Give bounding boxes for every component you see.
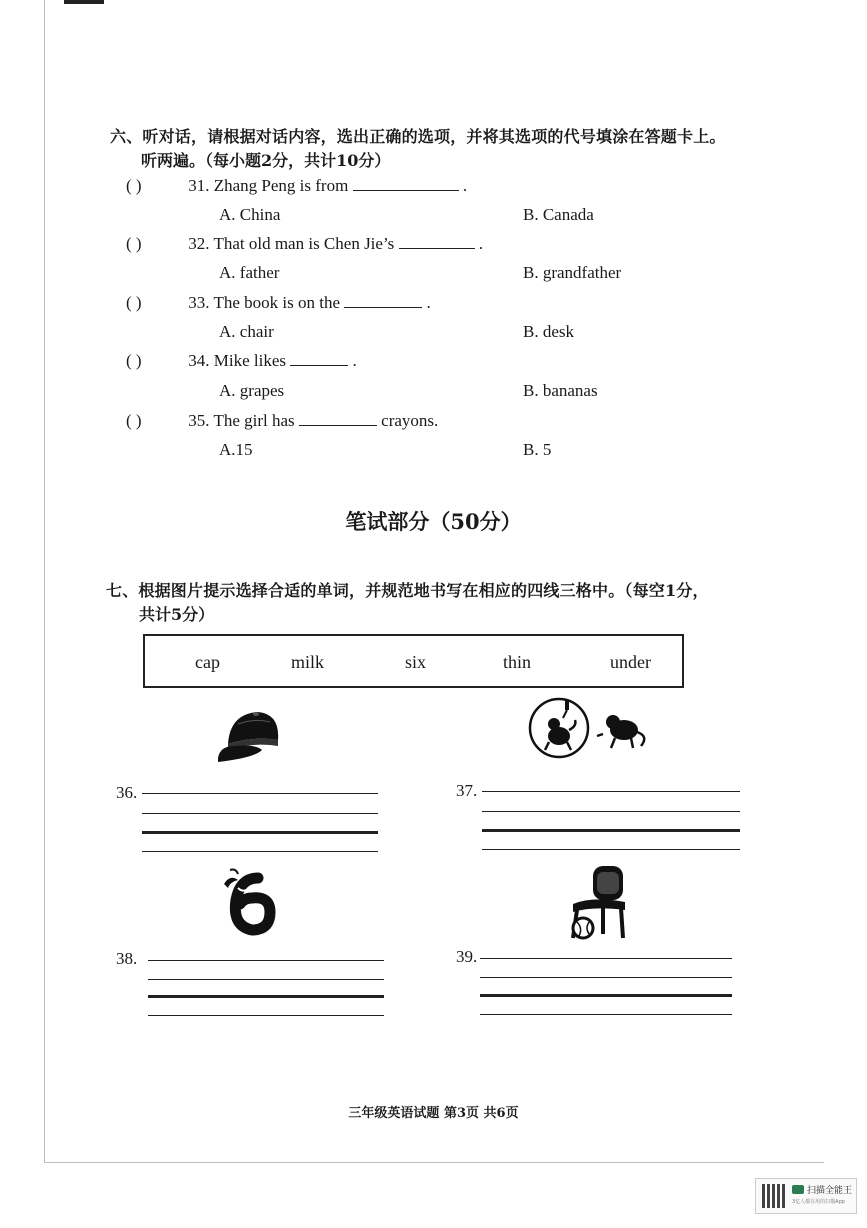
question-number: 35. [188, 411, 210, 430]
option-b: B. 5 [523, 440, 552, 459]
answer-blank [353, 176, 459, 191]
writing-lines-39[interactable] [480, 958, 732, 1016]
option-a: A. father [219, 263, 280, 282]
option-a: A. chair [219, 322, 274, 341]
answer-blank [344, 293, 422, 308]
answer-paren[interactable]: ( ) [126, 234, 142, 253]
number-six-icon [218, 866, 282, 938]
top-mark [64, 0, 104, 4]
question-text: The book is on the [213, 293, 340, 312]
page-border-bottom [44, 1162, 824, 1163]
option-b: B. bananas [523, 381, 598, 400]
question-number: 31. [188, 176, 210, 195]
option-b: B. Canada [523, 205, 594, 224]
question-tail: . [462, 176, 468, 195]
item-number-37: 37. [456, 781, 478, 800]
answer-paren[interactable]: ( ) [126, 293, 142, 312]
word-thin: thin [503, 652, 532, 672]
item-number-39: 39. [456, 947, 478, 966]
page-border [44, 0, 45, 1162]
writing-lines-38[interactable] [148, 960, 384, 1018]
word-cap: cap [195, 652, 220, 672]
question-number: 33. [188, 293, 210, 312]
option-b: B. desk [523, 322, 574, 341]
question-number: 34. [188, 351, 210, 370]
page-footer: 三年级英语试题 第3页 共6页 [348, 1106, 519, 1121]
question-tail: . [426, 293, 431, 312]
section-seven-title: 七、根据图片提示选择合适的单词，并规范地书写在相应的四线三格中。（每空1分， [106, 581, 709, 600]
option-b: B. grandfather [523, 263, 622, 282]
badge-subtitle: 3亿人都在用的扫描App [792, 1199, 845, 1205]
word-under: under [610, 652, 651, 672]
scanner-badge [755, 1178, 857, 1214]
cs-logo-icon [792, 1185, 804, 1194]
question-tail: . [478, 234, 484, 253]
word-milk: milk [291, 652, 325, 672]
answer-paren[interactable]: ( ) [126, 176, 142, 195]
question-number: 32. [188, 234, 210, 253]
answer-blank [299, 411, 377, 426]
question-34 [126, 351, 357, 371]
question-text: That old man is Chen Jie’s [213, 234, 395, 253]
question-text: Mike likes [213, 351, 286, 370]
question-tail: crayons. [381, 411, 439, 430]
item-number-38: 38. [116, 949, 138, 968]
section-six-subtitle: 听两遍。（每小题2分，共计10分） [141, 151, 391, 170]
question-tail: . [352, 351, 357, 370]
chair-ball-icon [563, 862, 633, 942]
question-32 [126, 234, 483, 254]
option-a: A.15 [219, 440, 253, 459]
writing-lines-36[interactable] [142, 793, 378, 855]
question-text: Zhang Peng is from [213, 176, 349, 195]
written-section-title: 笔试部分（50分） [345, 509, 522, 534]
badge-name: 扫描全能王 [807, 1186, 853, 1196]
item-number-36: 36. [116, 783, 138, 802]
question-31 [126, 176, 467, 196]
answer-paren[interactable]: ( ) [126, 351, 142, 370]
question-35 [126, 411, 438, 431]
answer-blank [399, 234, 475, 249]
cap-icon [214, 706, 284, 770]
word-six: six [405, 652, 427, 672]
answer-paren[interactable]: ( ) [126, 411, 142, 430]
question-33 [126, 293, 431, 313]
word-bank [143, 634, 684, 688]
option-a: A. grapes [219, 381, 285, 400]
option-a: A. China [219, 205, 281, 224]
monkey-icon [527, 696, 652, 762]
section-six-title: 六、听对话，请根据对话内容，选出正确的选项，并将其选项的代号填涂在答题卡上。 [110, 127, 726, 146]
answer-blank [290, 351, 348, 366]
section-seven-subtitle: 共计5分） [139, 605, 215, 624]
writing-lines-37[interactable] [482, 791, 740, 853]
qr-code-icon [762, 1184, 786, 1208]
question-text: The girl has [213, 411, 295, 430]
